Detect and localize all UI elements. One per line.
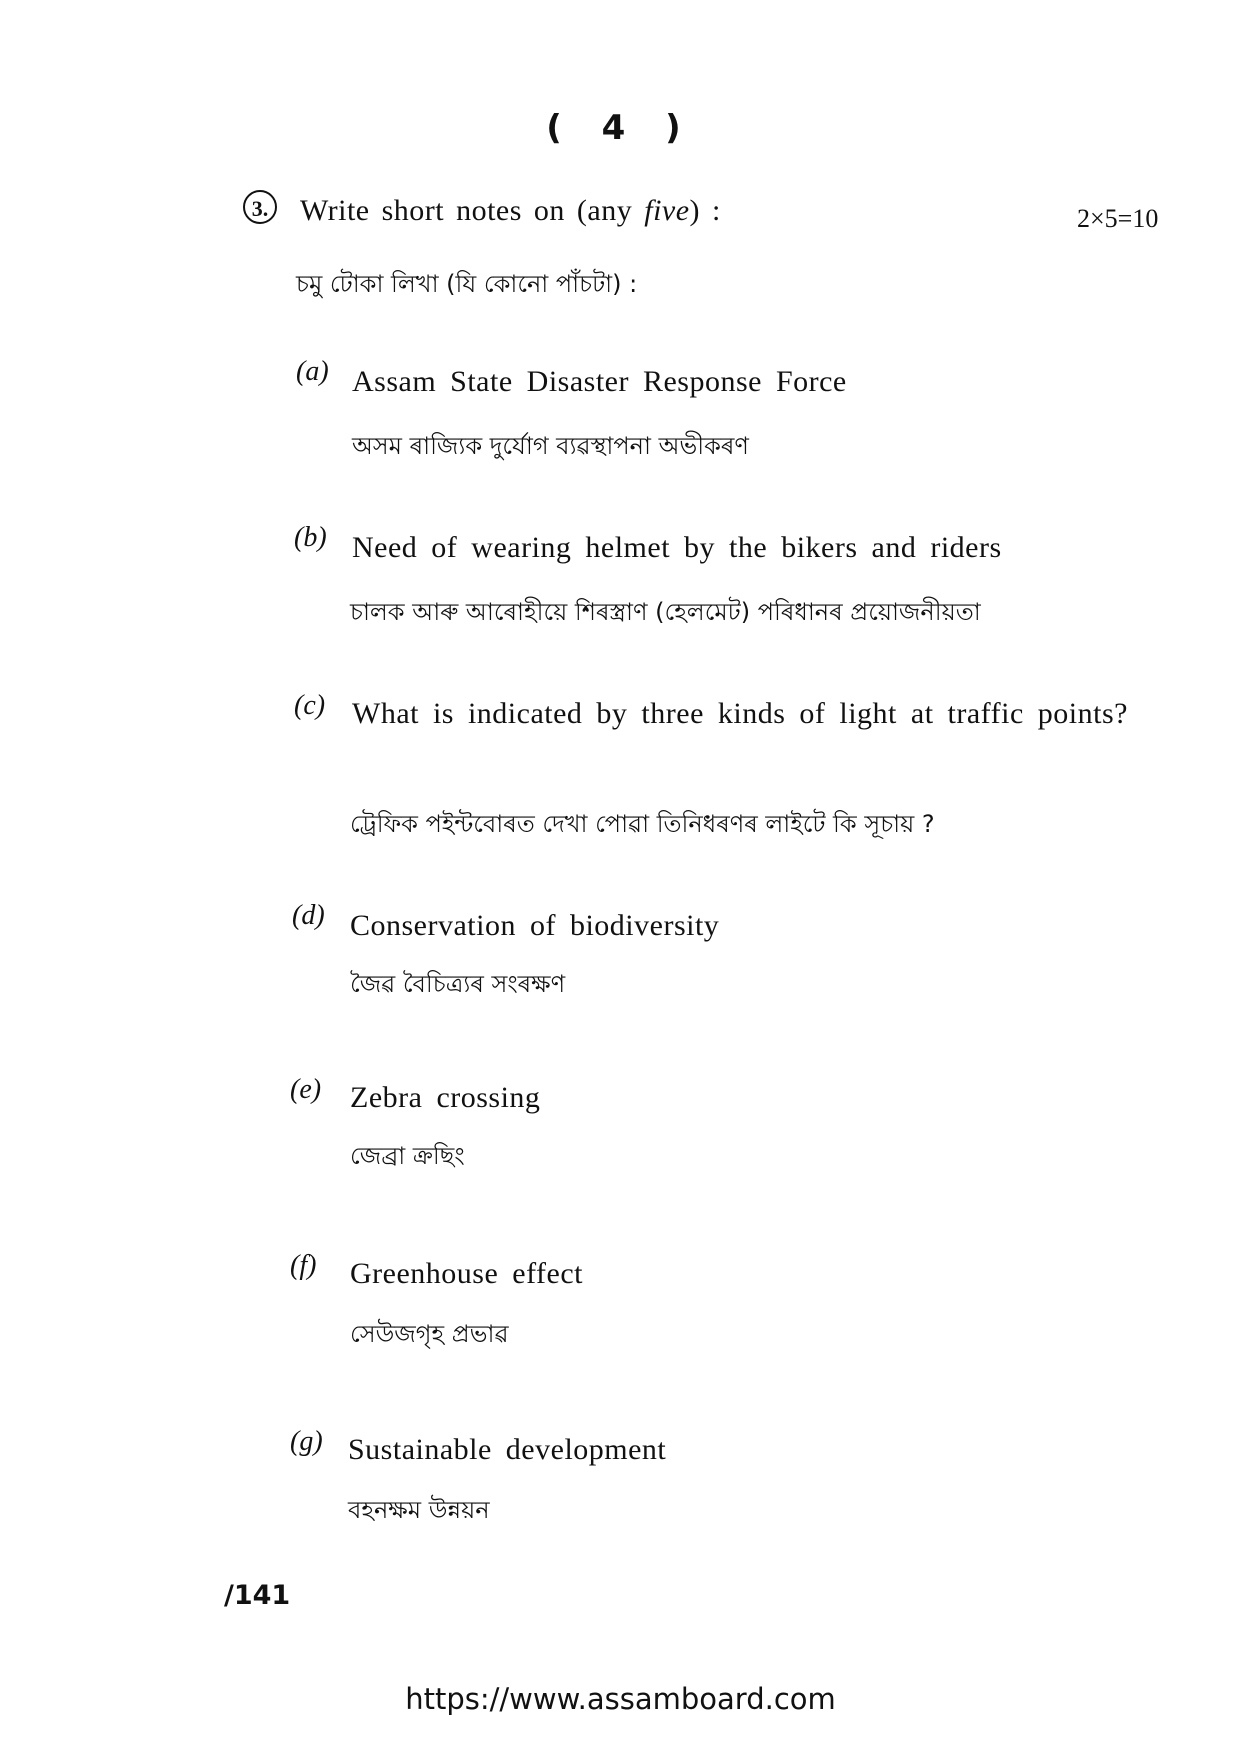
item-b-english: Need of wearing helmet by the bikers and riders (352, 531, 1002, 564)
item-e-label: (e) (290, 1074, 322, 1105)
item-f-assamese: সেউজগৃহ প্ৰভাৱ (350, 1320, 509, 1348)
item-d-label: (d) (292, 900, 325, 931)
item-b-label: (b) (294, 522, 327, 553)
question-marks: 2×5=10 (1077, 204, 1159, 233)
item-c-label: (c) (294, 690, 326, 721)
page-number: ( 4 ) (546, 108, 695, 148)
item-e-english: Zebra crossing (350, 1081, 541, 1114)
question-text-assamese: চমু টোকা লিখা (যি কোনো পাঁচটা) : (296, 270, 638, 298)
item-g-assamese: বহনক্ষম উন্নয়ন (348, 1496, 490, 1524)
item-e-assamese: জেব্ৰা ক্ৰছিং (350, 1142, 465, 1170)
question-text-before: Write short notes on (any (300, 194, 645, 227)
item-c-english: What is indicated by three kinds of light at traffic points? (352, 697, 1128, 730)
footer-url[interactable]: https://www.assamboard.com (405, 1682, 836, 1716)
item-d-english: Conservation of biodiversity (350, 909, 720, 942)
question-text-after: ) : (689, 194, 721, 227)
item-a-assamese: অসম ৰাজ্যিক দুৰ্যোগ ব্যৱস্থাপনা অভীকৰণ (352, 432, 749, 460)
question-number: 3. (243, 190, 277, 224)
item-g-english: Sustainable development (348, 1433, 667, 1466)
question-text (300, 194, 721, 228)
item-d-assamese: জৈৱ বৈচিত্ৰ্যৰ সংৰক্ষণ (350, 970, 566, 998)
item-f-label: (f) (290, 1250, 317, 1281)
item-c-assamese: ট্ৰেফিক পইন্টবোৰত দেখা পোৱা তিনিধৰণৰ লাইটে কি সূচায় ? (350, 810, 935, 838)
item-f-english: Greenhouse effect (350, 1257, 583, 1290)
item-a-english: Assam State Disaster Response Force (352, 365, 847, 398)
question-text-emphasis: five (644, 194, 690, 227)
paper-code: /141 (224, 1580, 291, 1611)
item-g-label: (g) (290, 1426, 323, 1457)
item-b-assamese: চালক আৰু আৰোহীয়ে শিৰস্ত্ৰাণ (হেলমেট) পৰিধানৰ প্ৰয়োজনীয়তা (350, 598, 981, 626)
item-a-label: (a) (296, 356, 329, 387)
